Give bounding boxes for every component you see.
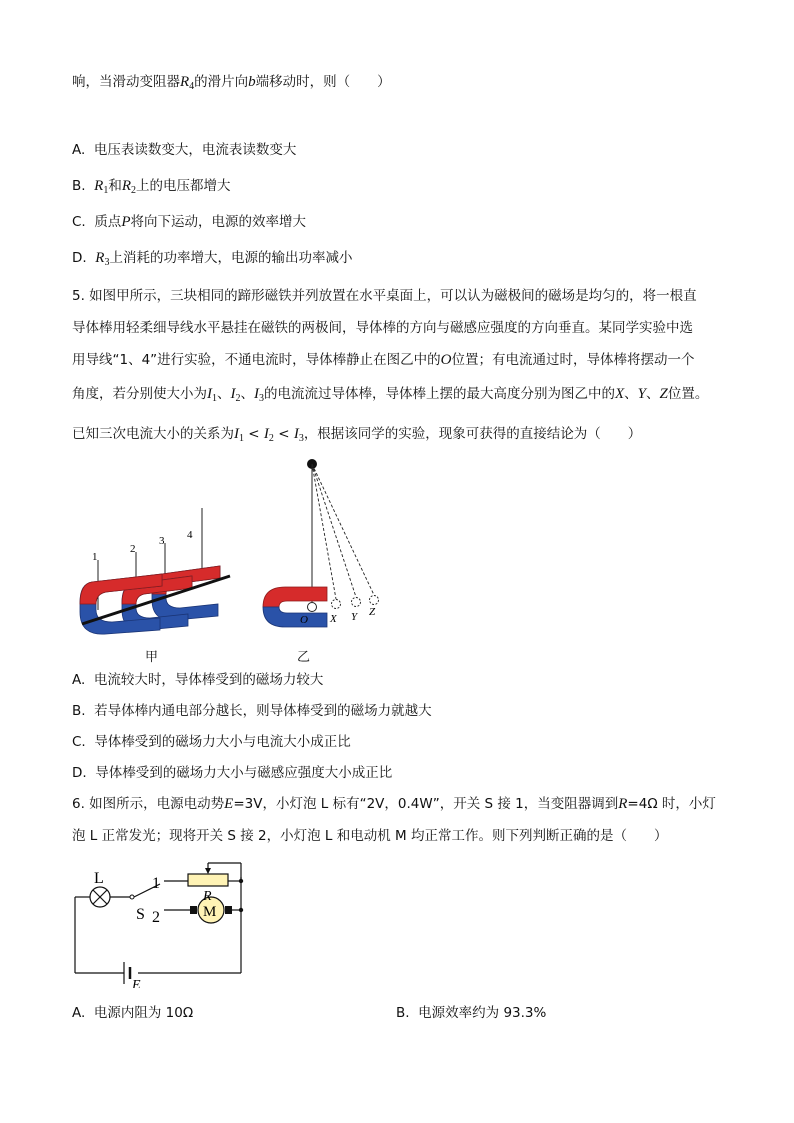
r3-symbol: $R_3$ <box>95 250 110 268</box>
wire-label-2: 2 <box>130 543 136 555</box>
q4-stem-line <box>72 72 391 97</box>
switch-label: S <box>136 906 145 923</box>
wire-label-4: 4 <box>187 529 193 541</box>
q5-option-d[interactable]: D. 导体棒受到的磁场力大小与磁感应强度大小成正比 <box>72 765 393 781</box>
q6-stem-line-1: 6. 如图所示，电源电动势E=3V，小灯泡 L 标有“2V，0.4W”，开关 S 接 1，当变阻器调到R=4Ω 时，小灯 <box>72 796 716 812</box>
wire-label-3: 3 <box>159 535 165 547</box>
figure-yi-pendulum <box>255 455 395 645</box>
lamp-label: L <box>94 870 104 887</box>
q4-stem-text-c: 端移动时，则（ ） <box>255 74 391 90</box>
q5-stem-line-2: 导体棒用轻柔细导线水平悬挂在磁铁的两极间，导体棒的方向与磁感应强度的方向垂直。某同学实验中选 <box>72 320 693 336</box>
contact-2-label: 2 <box>152 909 160 926</box>
q4-option-a[interactable]: A. 电压表读数变大，电流表读数变大 <box>72 142 297 158</box>
caption-yi: 乙 <box>297 650 311 665</box>
q4-stem-text-b: 的滑片向 <box>194 74 249 90</box>
b-symbol: b <box>248 74 256 90</box>
q4-option-d[interactable]: D. $R_3$上消耗的功率增大，电源的输出功率减小 <box>72 250 353 268</box>
q5-stem-line-3: 用导线“1、4”进行实验，不通电流时，导体棒静止在图乙中的O位置；有电流通过时，导体棒将摆动一个 <box>72 352 695 368</box>
q5-stem-line-4: 角度，若分别使大小为$I_1$、$I_2$、$I_3$的电流流过导体棒，导体棒上摆的最大高度分别为图乙中的X、Y、Z位置。 <box>72 386 709 404</box>
label-x: X <box>330 613 337 625</box>
battery-label: E <box>132 978 141 988</box>
p-symbol: P <box>121 214 131 230</box>
q6-stem-line-2: 泡 L 正常发光；现将开关 S 接 2，小灯泡 L 和电动机 M 均正常工作。则下列判断正确的是（ ） <box>72 828 668 844</box>
q5-option-b[interactable]: B. 若导体棒内通电部分越长，则导体棒受到的磁场力就越大 <box>72 703 432 719</box>
r1-symbol: $R_1$ <box>94 178 109 196</box>
figure-jia-magnets <box>70 500 240 650</box>
label-o: O <box>300 614 308 626</box>
q4-option-b[interactable]: B. $R_1$和$R_2$上的电压都增大 <box>72 178 231 196</box>
wire-label-1: 1 <box>92 551 98 563</box>
q4-option-c[interactable]: C. 质点P将向下运动，电源的效率增大 <box>72 214 306 230</box>
motor-label: M <box>203 904 217 920</box>
q6-option-a[interactable]: A. 电源内阻为 10Ω <box>72 1005 194 1021</box>
label-y: Y <box>351 611 358 623</box>
q6-option-b[interactable]: B. 电源效率约为 93.3% <box>396 1005 547 1021</box>
caption-jia: 甲 <box>145 650 159 665</box>
q4-stem-text-a: 响，当滑动变阻器 <box>72 74 180 90</box>
q5-stem-line-5: 已知三次电流大小的关系为$I_1 < I_2 < I_3$，根据该同学的实验，现象可获得的直接结论为（ ） <box>72 426 642 444</box>
q5-option-a[interactable]: A. 电流较大时，导体棒受到的磁场力较大 <box>72 672 324 688</box>
contact-1-label: 1 <box>152 875 160 892</box>
q5-option-c[interactable]: C. 导体棒受到的磁场力大小与电流大小成正比 <box>72 734 351 750</box>
r2-symbol: $R_2$ <box>121 178 136 196</box>
figure-circuit <box>66 858 256 988</box>
rheostat-label: R <box>203 889 212 904</box>
q5-stem-line-1: 5. 如图甲所示，三块相同的蹄形磁铁并列放置在水平桌面上，可以认为磁极间的磁场是均匀的，将一根直 <box>72 288 697 304</box>
label-z: Z <box>369 606 376 618</box>
r4-symbol: $R_4$ <box>180 74 195 92</box>
